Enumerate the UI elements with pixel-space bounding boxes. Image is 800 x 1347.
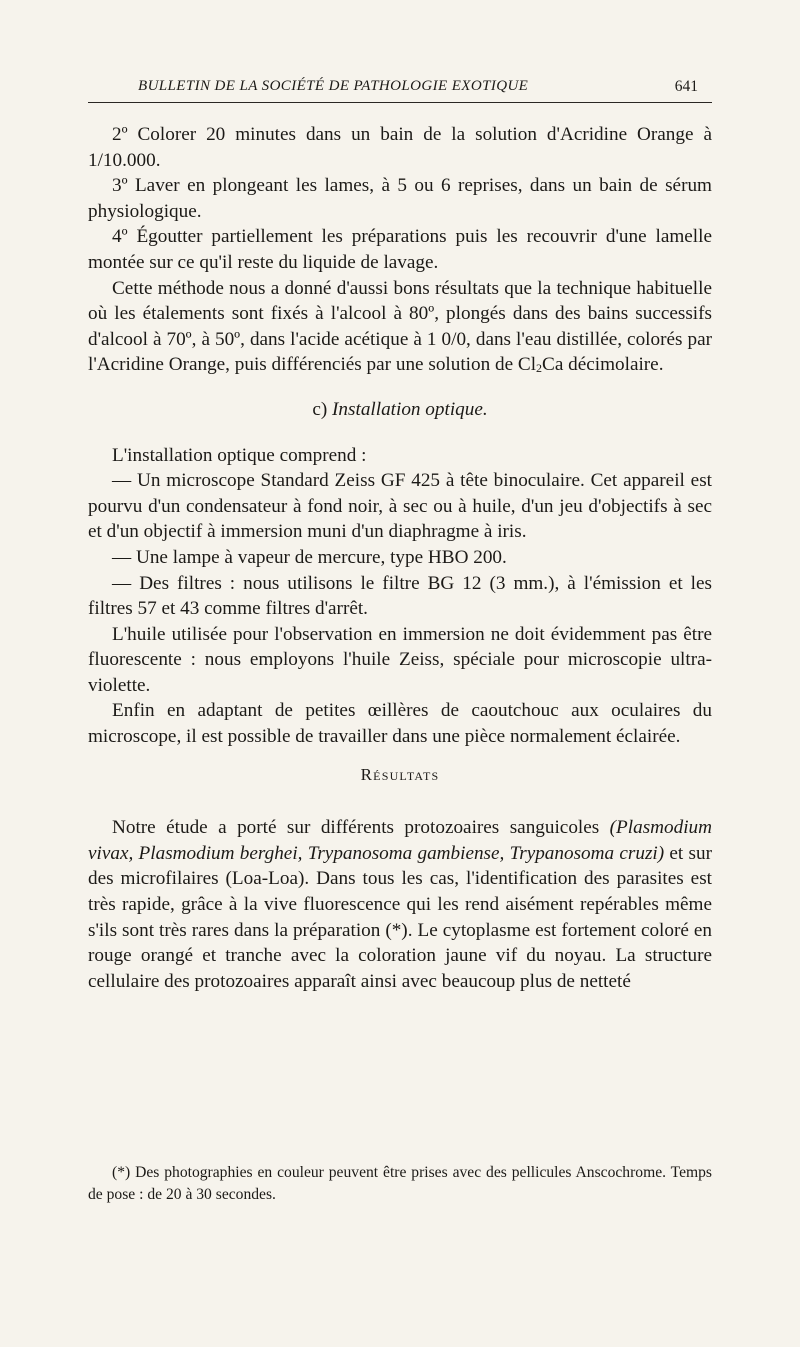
optics-intro: L'installation optique comprend : bbox=[112, 444, 367, 466]
optics-item-microscope: — Un microscope Standard Zeiss GF 425 à tête binoculaire. Cet appareil est pourvu d'un condensateur à fond noir, à sec ou à huile, d'un jeu d'objectifs à sec et d'un objectif à immersion muni d'un diaphragme à iris. bbox=[88, 470, 712, 543]
chemical-subscript: 2 bbox=[536, 361, 543, 376]
section-title: Installation optique. bbox=[332, 398, 488, 420]
footnote: (*) Des photographies en couleur peuvent être prises avec des pellicules Anscochrome. Temps de pose : de 20 à 30 secondes. bbox=[88, 1164, 712, 1203]
step-4-paragraph: 4º Égoutter partiellement les préparations puis les recouvrir d'une lamelle montée sur ce qu'il reste du liquide de lavage. bbox=[88, 226, 712, 273]
optics-item-lamp: — Une lampe à vapeur de mercure, type HBO 200. bbox=[112, 546, 507, 568]
optics-item-filters: — Des filtres : nous utilisons le filtre BG 12 (3 mm.), à l'émission et les filtres 57 et 43 comme filtres d'arrêt. bbox=[88, 572, 712, 620]
method-text-end: Ca décimolaire. bbox=[542, 354, 664, 376]
running-header bbox=[88, 76, 712, 103]
results-text-end: et sur des microfilaires (Loa-Loa). Dans tous les cas, l'identification des parasites est très rapide, grâce à la vive fluorescence qui les rend aisément repérables même s'ils sont très rares dans la préparation (*). Le cytoplasme est fortement coloré en rouge orangé et tranche avec la coloration jaune vif du noyau. La structure cellulaire des protozoaires apparaît ainsi avec beaucoup plus de netteté bbox=[88, 842, 712, 992]
method-text: Cette méthode nous a donné d'aussi bons résultats que la technique habituelle où les étalements sont fixés à l'alcool à 80º, plongés dans des bains successifs d'alcool à 70º, à 50º, dans l'acide acétique à 1 0/0, dans l'eau distillée, colorés par l'Acridine Orange, puis différenciés par une solution de Cl bbox=[88, 277, 712, 376]
method-comparison-paragraph bbox=[88, 276, 712, 382]
article-body bbox=[88, 122, 712, 994]
results-heading: Résultats bbox=[360, 764, 440, 784]
oil-paragraph: L'huile utilisée pour l'observation en immersion ne doit évidemment pas être fluorescente : nous employons l'huile Zeiss, spéciale pour microscopie ultra-violette. bbox=[88, 623, 712, 696]
step-2-paragraph: 2º Colorer 20 minutes dans un bain de la solution d'Acridine Orange à 1/10.000. bbox=[88, 124, 712, 171]
results-text-start: Notre étude a porté sur différents protozoaires sanguicoles bbox=[112, 817, 610, 839]
journal-title: BULLETIN DE LA SOCIÉTÉ DE PATHOLOGIE EXOTIQUE bbox=[138, 78, 529, 94]
species-list: (Plasmodium vivax, Plasmodium berghei, Trypanosoma gambiense, Trypanosoma cruzi) bbox=[88, 817, 712, 864]
section-label: c) bbox=[312, 398, 328, 420]
section-heading-c bbox=[88, 397, 712, 423]
results-paragraph bbox=[88, 815, 712, 994]
step-3-paragraph: 3º Laver en plongeant les lames, à 5 ou 6 reprises, dans un bain de sérum physiologique. bbox=[88, 175, 712, 222]
page-number: 641 bbox=[674, 78, 698, 95]
eyecups-paragraph: Enfin en adaptant de petites œillères de caoutchouc aux oculaires du microscope, il est possible de travailler dans une pièce normalement éclairée. bbox=[88, 700, 712, 748]
